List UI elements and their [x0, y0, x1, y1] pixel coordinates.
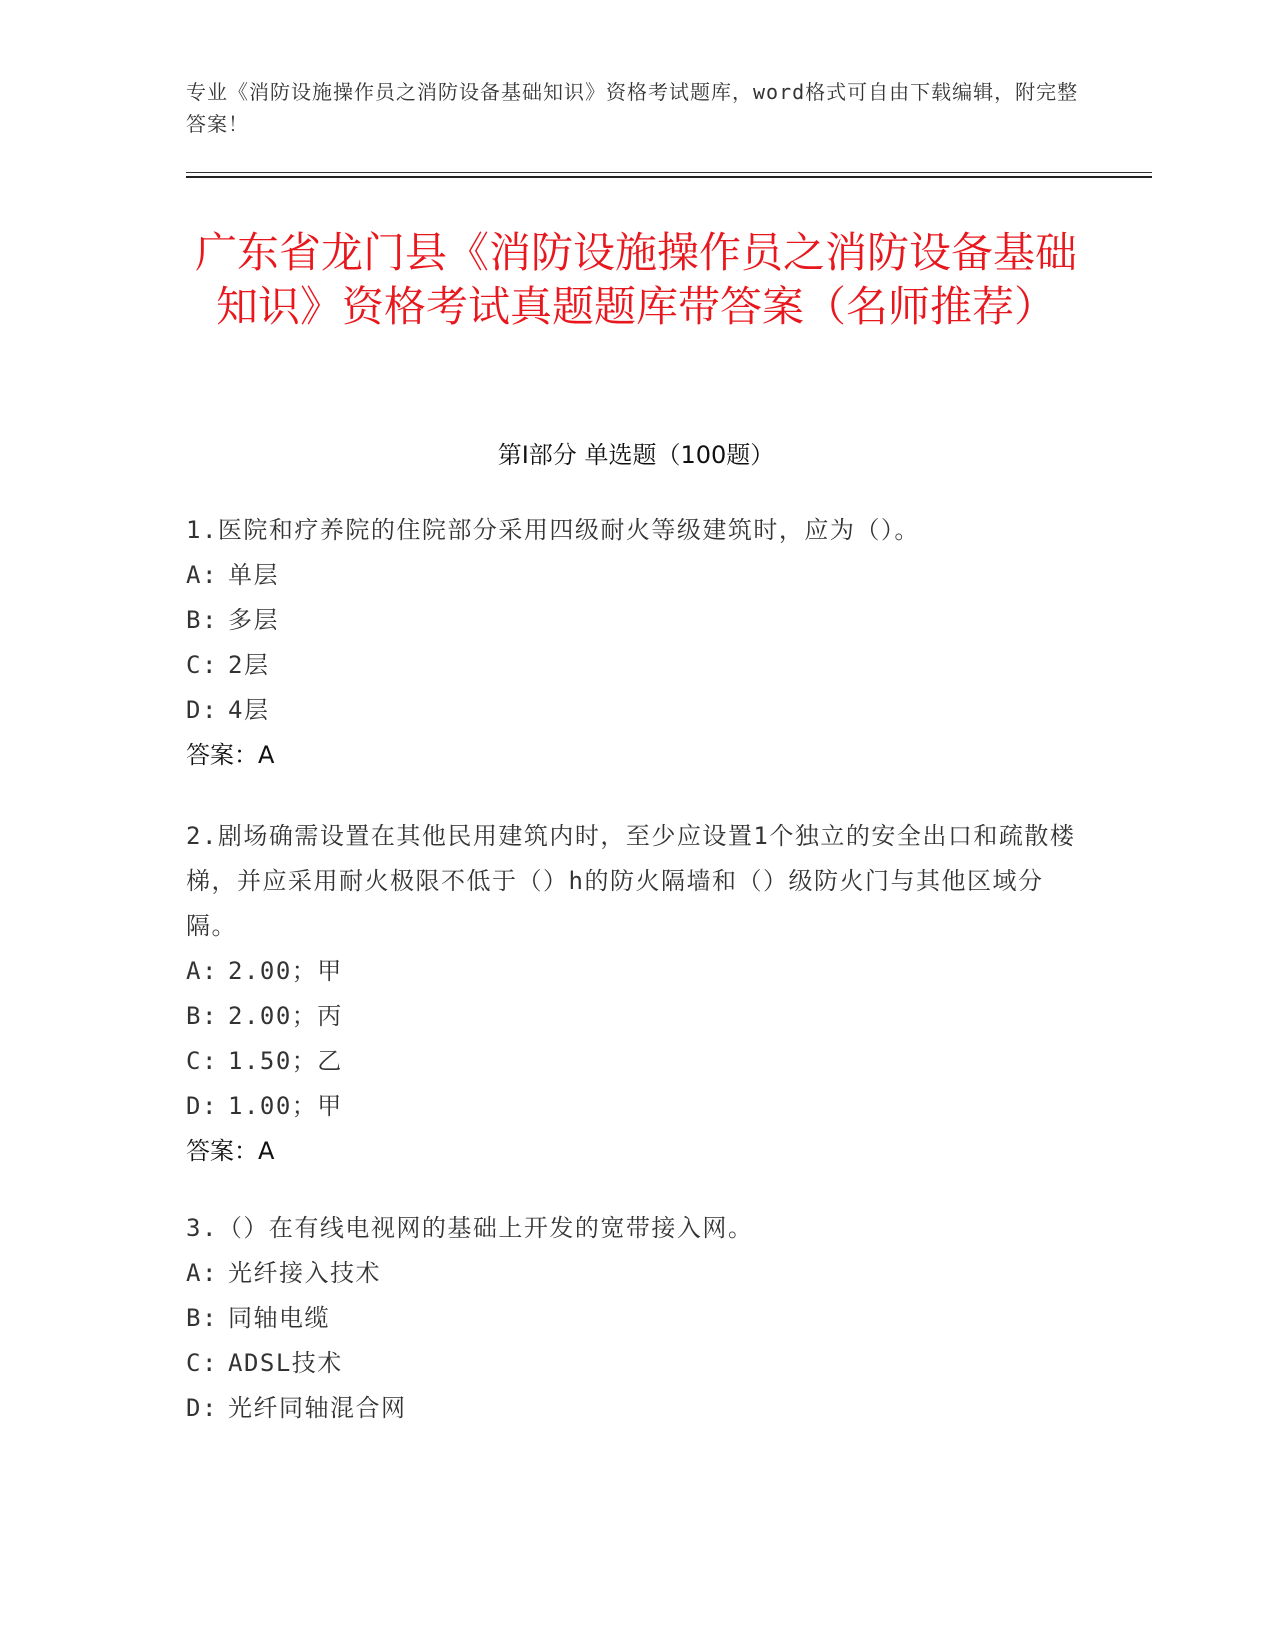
header-divider-thin	[186, 172, 1152, 173]
question-stem: 1.医院和疗养院的住院部分采用四级耐火等级建筑时，应为（）。	[186, 516, 920, 544]
option-c	[186, 1039, 1086, 1084]
option-letter: C:	[186, 1047, 218, 1075]
option-a	[186, 1251, 1086, 1296]
option-a	[186, 949, 1086, 994]
option-c	[186, 1341, 1086, 1386]
option-b	[186, 598, 1086, 643]
option-letter: D:	[186, 696, 218, 724]
question-stem: 2.剧场确需设置在其他民用建筑内时，至少应设置1个独立的安全出口和疏散楼梯，并应采用耐火极限不低于（）h的防火隔墙和（）级防火门与其他区域分隔。	[186, 822, 1076, 940]
option-letter: C:	[186, 1349, 218, 1377]
option-c	[186, 643, 1086, 688]
option-letter: D:	[186, 1394, 218, 1422]
option-text: 光纤同轴混合网	[228, 1394, 407, 1422]
option-letter: B:	[186, 1002, 218, 1030]
option-letter: A:	[186, 561, 218, 589]
answer-line: 答案：A	[186, 1137, 275, 1165]
question-3	[186, 1206, 1086, 1431]
question-2	[186, 814, 1086, 1174]
option-text: 1.00；甲	[228, 1092, 343, 1120]
option-a	[186, 553, 1086, 598]
option-text: ADSL技术	[228, 1349, 343, 1377]
answer-line: 答案：A	[186, 741, 275, 769]
option-text: 光纤接入技术	[228, 1259, 381, 1287]
option-letter: B:	[186, 1304, 218, 1332]
option-d	[186, 1386, 1086, 1431]
option-text: 2.00；丙	[228, 1002, 343, 1030]
option-d	[186, 1084, 1086, 1129]
question-stem: 3.（）在有线电视网的基础上开发的宽带接入网。	[186, 1214, 754, 1242]
option-b	[186, 1296, 1086, 1341]
option-letter: A:	[186, 957, 218, 985]
option-text: 1.50；乙	[228, 1047, 343, 1075]
option-text: 2.00；甲	[228, 957, 343, 985]
option-letter: D:	[186, 1092, 218, 1120]
section-heading: 第Ⅰ部分 单选题（100题）	[497, 441, 775, 469]
question-1	[186, 508, 1086, 778]
option-text: 2层	[228, 651, 270, 679]
option-letter: C:	[186, 651, 218, 679]
option-letter: A:	[186, 1259, 218, 1287]
header-note: 专业《消防设施操作员之消防设备基础知识》资格考试题库，word格式可自由下载编辑，附完整答案！	[186, 80, 1079, 136]
option-text: 单层	[228, 561, 279, 589]
header-divider-thick	[186, 176, 1152, 178]
option-letter: B:	[186, 606, 218, 634]
document-title: 广东省龙门县《消防设施操作员之消防设备基础知识》资格考试真题题库带答案（名师推荐）	[194, 228, 1077, 331]
option-text: 4层	[228, 696, 270, 724]
option-d	[186, 688, 1086, 733]
option-text: 同轴电缆	[228, 1304, 330, 1332]
option-b	[186, 994, 1086, 1039]
option-text: 多层	[228, 606, 279, 634]
